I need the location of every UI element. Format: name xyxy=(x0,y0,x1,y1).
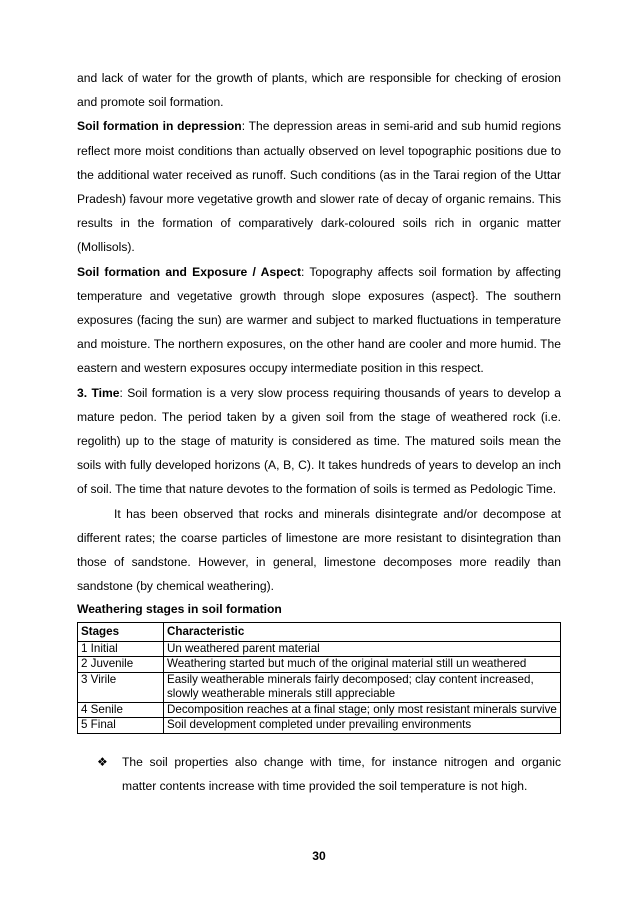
stage-cell: 1 Initial xyxy=(78,641,164,657)
page-content xyxy=(77,66,561,798)
page-number: 30 xyxy=(312,849,326,863)
characteristic-cell: Weathering started but much of the original material still un weathered xyxy=(164,657,561,673)
table-row xyxy=(78,672,561,702)
paragraph-exposure: Soil formation and Exposure / Aspect: Topography affects soil formation by affecting temperature and vegetative growth through slope exposures (aspect}. The southern exposures (facing the sun) are warmer and subject to marked fluctuations in temperature and moisture. The northern exposures, on the other hand are cooler and more humid. The eastern and western exposures occupy intermediate position in this respect. xyxy=(77,264,561,376)
stage-cell: 4 Senile xyxy=(78,702,164,718)
header-characteristic: Characteristic xyxy=(164,623,561,642)
characteristic-cell: Un weathered parent material xyxy=(164,641,561,657)
stage-cell: 5 Final xyxy=(78,718,164,734)
header-stages: Stages xyxy=(78,623,164,642)
table-row xyxy=(78,702,561,718)
stage-cell: 3 Virile xyxy=(78,672,164,702)
table-row xyxy=(78,718,561,734)
heading-depression: Soil formation in depression xyxy=(77,119,242,134)
bullet-item xyxy=(77,750,561,798)
paragraph-erosion: and lack of water for the growth of plants, which are responsible for checking of erosion and promote soil formation. xyxy=(77,71,561,110)
characteristic-cell: Easily weatherable minerals fairly decomposed; clay content increased, slowly weatherable minerals still appreciable xyxy=(164,672,561,702)
weathering-stages-table xyxy=(77,622,561,734)
table-title: Weathering stages in soil formation xyxy=(77,602,282,617)
heading-time: 3. Time xyxy=(77,385,120,400)
heading-exposure: Soil formation and Exposure / Aspect xyxy=(77,264,301,279)
bullet-text: The soil properties also change with time, for instance nitrogen and organic matter contents increase with time provided the soil temperature is not high. xyxy=(122,754,561,794)
paragraph-depression: Soil formation in depression: The depression areas in semi-arid and sub humid regions reflect more moist conditions than actually observed on level topographic positions due to the additional water received as runoff. Such conditions (as in the Tarai region of the Uttar Pradesh) favour more vegetative growth and slower rate of decay of organic remains. This results in the formation of comparatively dark-coloured soils rich in organic matter (Mollisols). xyxy=(77,119,561,255)
characteristic-cell: Soil development completed under prevailing environments xyxy=(164,718,561,734)
stage-cell: 2 Juvenile xyxy=(78,657,164,673)
table-row xyxy=(78,641,561,657)
paragraph-time: 3. Time: Soil formation is a very slow process requiring thousands of years to develop a mature pedon. The period taken by a given soil from the stage of weathered rock (i.e. regolith) up to the stage of maturity is considered as time. The matured soils mean the soils with fully developed horizons (A, B, C). It takes hundreds of years to develop an inch of soil. The time that nature devotes to the formation of soils is termed as Pedologic Time. xyxy=(77,385,561,497)
table-header-row xyxy=(78,623,561,642)
characteristic-cell: Decomposition reaches at a final stage; only most resistant minerals survive xyxy=(164,702,561,718)
table-row xyxy=(78,657,561,673)
paragraph-rates: It has been observed that rocks and minerals disintegrate and/or decompose at different rates; the coarse particles of limestone are more resistant to disintegration than those of sandstone. However, in general, limestone decomposes more readily than sandstone (by chemical weathering). xyxy=(77,506,561,594)
diamond-bullet-icon: ❖ xyxy=(97,754,108,769)
